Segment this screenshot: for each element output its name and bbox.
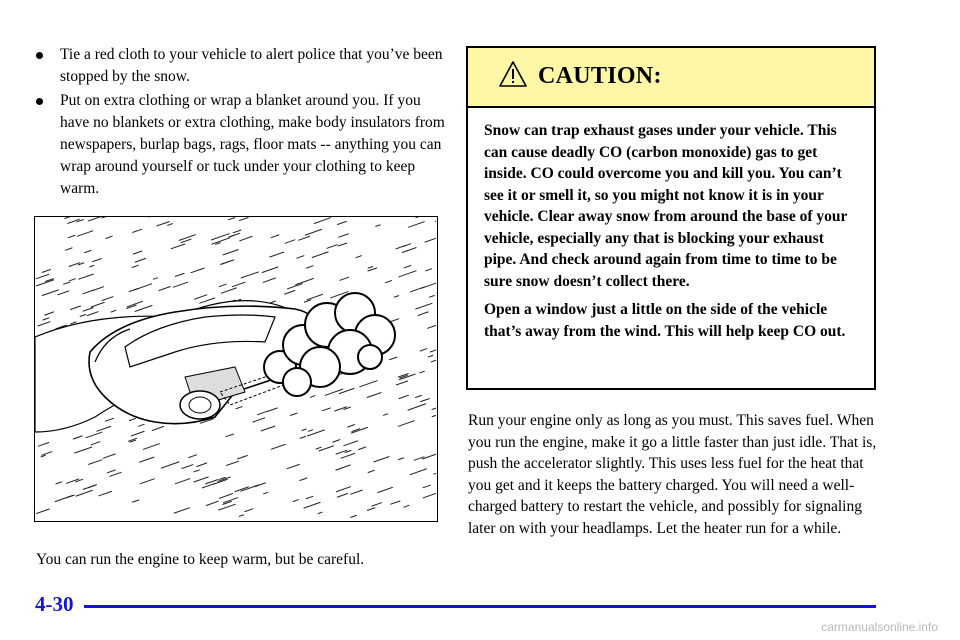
snow-streak (133, 500, 139, 502)
snow-streak (195, 295, 207, 299)
illustration-caption: You can run the engine to keep warm, but be careful. (36, 551, 365, 568)
snow-streak (253, 418, 265, 422)
snow-streak (143, 444, 159, 450)
snow-streak (290, 413, 297, 415)
snow-streak (91, 302, 104, 307)
snow-streak (296, 279, 314, 285)
snow-streak (45, 312, 54, 315)
snow-streak (262, 267, 278, 273)
snow-streak (351, 490, 363, 494)
snow-streak (383, 414, 387, 415)
snow-streak (386, 281, 392, 283)
snow-streak (175, 479, 189, 484)
caution-header (468, 48, 874, 108)
snow-streak (107, 470, 115, 473)
snow-streak (161, 462, 179, 468)
snow-streak (285, 240, 295, 243)
snow-streak (287, 464, 299, 468)
snow-streak (307, 294, 322, 299)
snow-streak (240, 236, 252, 240)
snow-streak (58, 291, 69, 295)
snow-streak (258, 411, 268, 414)
snow-streak (36, 274, 49, 278)
snow-streak (299, 236, 310, 240)
bullet-dot-icon (36, 98, 43, 105)
snow-streak (304, 502, 320, 508)
snow-streak (175, 273, 184, 276)
snow-streak (191, 268, 204, 273)
snow-streak (411, 287, 426, 292)
snow-streak (426, 269, 432, 271)
snow-streak (338, 221, 347, 224)
car-in-snow-illustration (34, 216, 438, 522)
snow-streak (428, 356, 432, 358)
snow-streak (133, 229, 142, 232)
snow-streak (429, 296, 434, 298)
snow-streak (431, 356, 436, 362)
snow-streak (67, 495, 74, 498)
snow-streak (70, 306, 80, 310)
snow-streak (318, 512, 322, 513)
snow-streak (408, 404, 426, 410)
snow-streak (91, 442, 100, 445)
snow-streak (425, 237, 436, 242)
snow-streak (416, 303, 432, 309)
snow-streak (74, 436, 82, 439)
snow-streak (240, 218, 249, 221)
snow-streak (102, 297, 113, 301)
page-number: 4-30 (35, 592, 74, 616)
snow-streak (271, 444, 285, 449)
snow-streak (89, 485, 96, 488)
snow-streak (410, 469, 426, 475)
snow-streak (239, 515, 243, 516)
snow-streak (76, 490, 92, 496)
snow-streak (356, 256, 362, 258)
snow-streak (368, 470, 374, 472)
snow-streak (197, 463, 207, 467)
snow-streak (402, 248, 416, 253)
snow-streak (226, 434, 234, 437)
bullet-item (36, 44, 446, 88)
illustration-graphic (35, 217, 436, 520)
snow-streak (79, 274, 94, 279)
snow-streak (38, 322, 50, 326)
snow-streak (159, 287, 170, 291)
snow-streak (255, 483, 266, 487)
snow-streak (105, 418, 113, 421)
snow-streak (306, 266, 313, 268)
snow-streak (140, 479, 154, 484)
snow-streak (36, 280, 53, 286)
snow-streak (99, 491, 112, 495)
bullet-dot-icon (36, 52, 43, 59)
snow-streak (232, 282, 245, 287)
snow-streak (271, 235, 279, 238)
snow-streak (270, 252, 284, 257)
snow-streak (110, 472, 121, 476)
snow-streak (305, 229, 321, 235)
snow-streak (306, 496, 313, 498)
snow-streak (285, 291, 295, 295)
snow-streak (42, 270, 50, 273)
snow-streak (194, 470, 199, 472)
snow-streak (404, 505, 409, 507)
snow-streak (68, 235, 75, 237)
snow-streak (42, 290, 58, 296)
bullet-item (36, 90, 446, 200)
snow-streak (351, 427, 367, 433)
snow-streak (80, 315, 85, 317)
snow-streak (333, 440, 340, 443)
snow-streak (228, 218, 234, 220)
snow-streak (37, 509, 50, 514)
snow-streak (89, 217, 104, 221)
snow-streak (93, 287, 104, 291)
snow-streak (42, 452, 52, 456)
snow-streak (89, 460, 102, 465)
snow-streak (314, 218, 330, 224)
snow-streak (38, 443, 48, 447)
snow-streak (336, 465, 351, 470)
snow-streak (420, 371, 425, 373)
snow-streak (56, 482, 62, 484)
snow-streak (430, 350, 436, 353)
snow-streak (421, 399, 430, 402)
snow-streak (219, 494, 232, 499)
snow-streak (409, 222, 425, 228)
footer-watermark: carmanualsonline.info (821, 620, 938, 634)
snow-streak (376, 225, 380, 227)
snow-streak (194, 477, 208, 482)
snow-streak (64, 282, 70, 284)
snow-streak (129, 288, 138, 291)
snow-streak (202, 484, 214, 488)
snow-streak (131, 431, 144, 436)
snow-streak (182, 465, 193, 469)
snow-streak (219, 504, 235, 510)
caution-box (466, 46, 876, 390)
snow-streak (435, 220, 436, 222)
snow-streak (416, 217, 425, 218)
snow-streak (171, 244, 185, 249)
snow-streak (245, 509, 253, 512)
snow-streak (261, 426, 275, 431)
snow-streak (399, 271, 416, 277)
snow-streak (423, 492, 436, 498)
snow-streak (378, 487, 393, 492)
snow-streak (140, 457, 154, 462)
snow-streak (168, 224, 173, 226)
snow-streak (152, 426, 164, 430)
snow-streak (338, 243, 347, 246)
snow-streak (83, 290, 94, 294)
snow-streak (103, 454, 115, 458)
snow-streak (341, 453, 355, 458)
snow-streak (327, 245, 337, 249)
caution-body (468, 108, 874, 342)
snow-streak (337, 487, 351, 492)
bullet-text: Put on extra clothing or wrap a blanket around you. If you have no blankets or extra clothing, make body insulators from newspapers, burlap bags, rags, floor mats -- anything you can wrap around yourself or tuck under your clothing to keep warm. (60, 92, 445, 197)
snow-streak (359, 447, 366, 450)
snow-streak (135, 258, 146, 262)
snow-streak (420, 349, 427, 351)
snow-streak (90, 266, 94, 267)
snow-streak (300, 436, 306, 438)
snow-streak (422, 453, 436, 459)
snow-streak (75, 447, 92, 453)
snow-streak (348, 425, 355, 427)
snow-streak (65, 217, 77, 219)
snow-streak (43, 318, 49, 320)
snow-streak (179, 235, 195, 241)
snow-streak (340, 277, 349, 280)
snow-streak (372, 503, 382, 506)
snow-streak (132, 265, 138, 267)
snow-streak (325, 389, 343, 395)
snow-streak (264, 492, 268, 494)
snow-streak (297, 256, 304, 259)
snow-streak (368, 508, 376, 511)
snow-streak (418, 312, 428, 316)
caution-title: CAUTION: (538, 63, 662, 89)
snow-streak (300, 478, 307, 481)
snow-streak (344, 441, 358, 446)
bullet-text: Tie a red cloth to your vehicle to alert police that you’ve been stopped by the snow. (60, 46, 443, 85)
snow-streak (173, 282, 187, 287)
snow-streak (263, 278, 275, 282)
snow-streak (85, 250, 92, 252)
snow-streak (399, 395, 409, 398)
snow-streak (432, 415, 436, 417)
snow-streak (227, 461, 239, 465)
snow-streak (319, 446, 333, 451)
snow-streak (154, 278, 158, 279)
snow-streak (267, 408, 277, 412)
body-paragraph: Run your engine only as long as you must. This saves fuel. When you run the engine, make it go a little faster than just idle. That is, push the accelerator slightly. This uses less fuel for the heat that you get and it keeps the battery charged. You will need a well-charged battery to restart the vehicle, and possibly for signaling later on with your headlamps. Let the heater run for a while. (468, 412, 877, 537)
snow-streak (189, 455, 197, 458)
warning-triangle-icon (498, 60, 528, 88)
snow-streak (374, 457, 389, 462)
snow-streak (236, 407, 242, 409)
snow-streak (233, 230, 241, 233)
snow-streak (139, 424, 145, 426)
snow-streak (360, 381, 377, 387)
snow-streak (87, 312, 98, 316)
snow-streak (339, 234, 349, 237)
snow-streak (302, 429, 306, 431)
snow-streak (135, 306, 152, 312)
snow-streak (432, 404, 436, 410)
footer-rule (84, 605, 876, 608)
snow-streak (312, 252, 328, 258)
snow-streak (106, 236, 112, 238)
snow-streak (434, 469, 436, 474)
snow-streak (77, 231, 93, 236)
snow-streak (70, 279, 76, 281)
snow-streak (83, 308, 93, 312)
snow-streak (367, 393, 381, 398)
snow-streak (323, 408, 331, 411)
snow-streak (93, 259, 102, 262)
snow-streak (200, 298, 215, 303)
snow-streak (390, 357, 397, 360)
snow-streak (206, 501, 218, 505)
snow-streak (391, 319, 399, 322)
caution-paragraph: Snow can trap exhaust gases under your vehicle. This can cause deadly CO (carbon monoxide) gas to get inside. CO could overcome you and kill you. You can’t see it or smell it, so you might not know it is in your vehicle. Clear away snow from around the base of your vehicle, especially any that is blocking your exhaust pipe. And check around again from time to time to be sure snow doesn’t collect there. (484, 122, 848, 290)
snow-streak (310, 396, 315, 398)
snow-streak (129, 418, 135, 420)
snow-streak (391, 501, 400, 504)
caution-paragraph: Open a window just a little on the side of the vehicle that’s away from the wind. This will help keep CO out. (484, 301, 846, 340)
snow-streak (416, 395, 422, 397)
snow-streak (288, 284, 303, 289)
snow-streak (368, 268, 377, 271)
snow-streak (222, 260, 234, 264)
snow-streak (396, 381, 407, 385)
snow-streak (293, 500, 298, 502)
snow-streak (351, 515, 357, 517)
snow-streak (368, 267, 373, 269)
snow-streak (174, 508, 189, 513)
snow-streak (223, 250, 238, 255)
snow-streak (133, 251, 142, 254)
snow-streak (219, 284, 226, 287)
snow-streak (308, 430, 312, 432)
snow-streak (398, 421, 414, 427)
snow-streak (404, 244, 411, 247)
snow-streak (404, 266, 411, 268)
snow-streak (428, 323, 436, 328)
snow-streak (229, 235, 235, 237)
snow-streak (238, 456, 248, 459)
snow-streak (241, 272, 258, 278)
snow-streak (398, 458, 403, 460)
snow-streak (304, 300, 310, 302)
snow-streak (221, 288, 236, 293)
snow-streak (111, 310, 116, 312)
snow-streak (86, 432, 102, 438)
snow-streak (102, 217, 118, 218)
snow-streak (394, 296, 398, 298)
snow-streak (66, 248, 73, 250)
snow-streak (337, 494, 347, 498)
snow-streak (97, 426, 111, 431)
snow-streak (423, 485, 430, 488)
snow-streak (316, 447, 321, 449)
